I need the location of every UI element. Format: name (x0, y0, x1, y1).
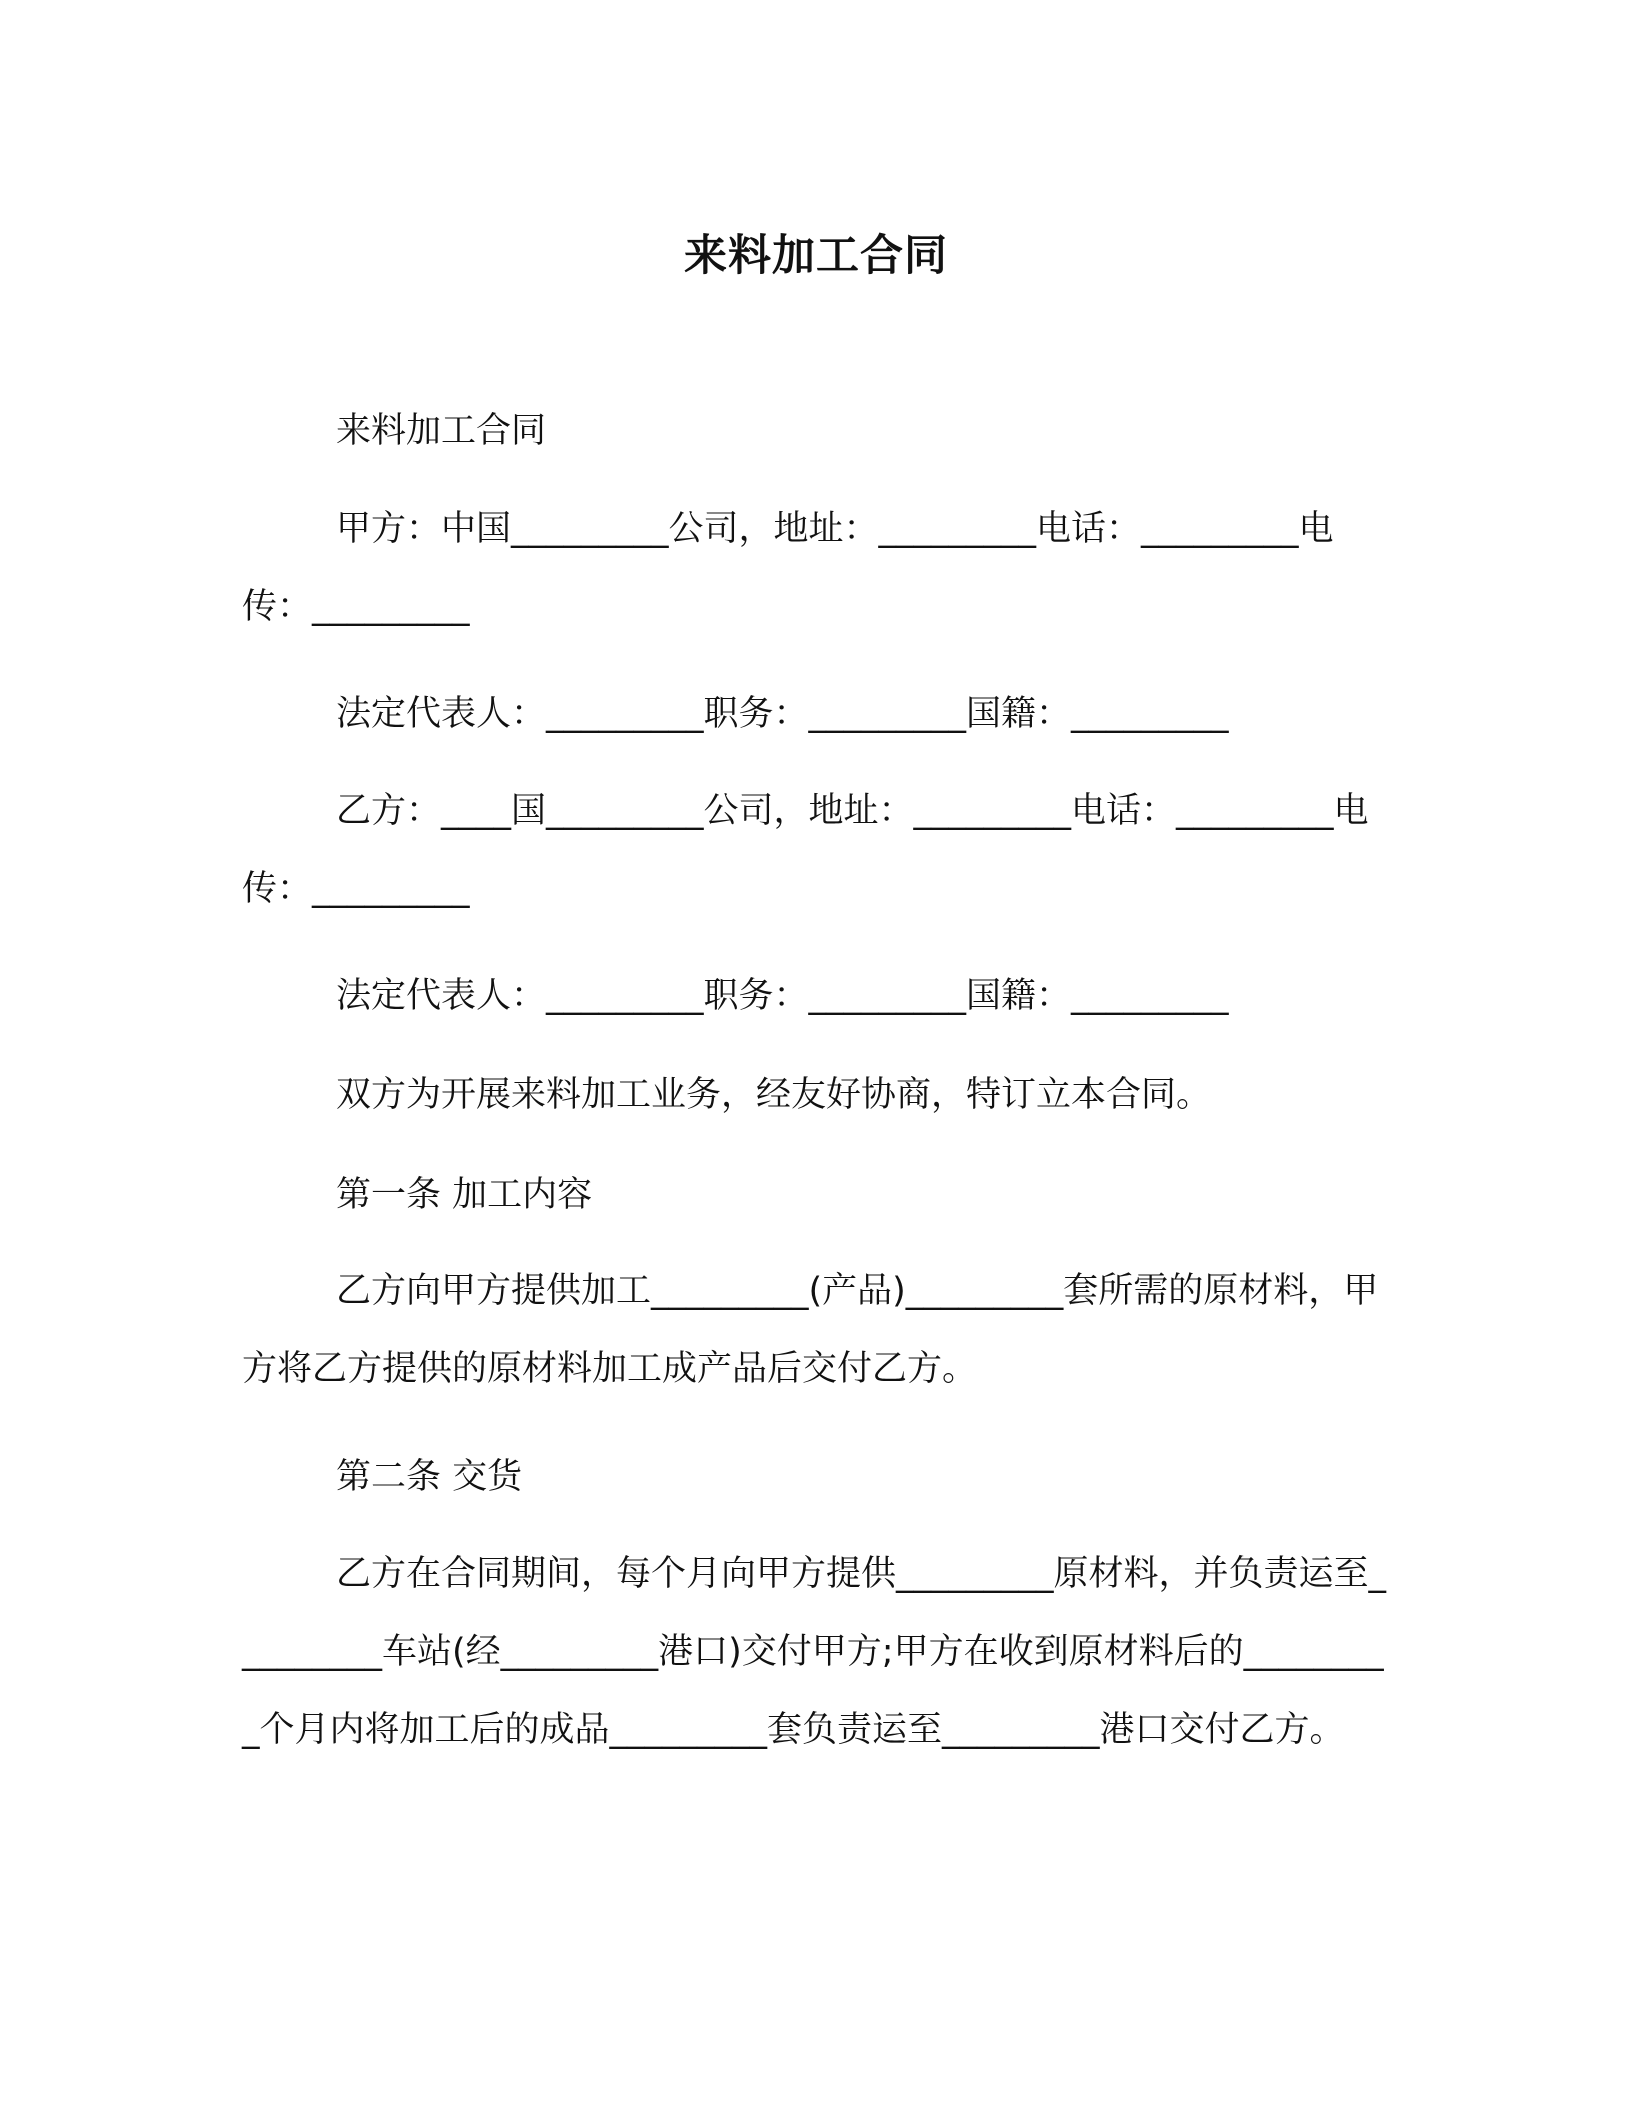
article-2-text: 乙方在合同期间，每个月向甲方提供_________原材料，并负责运至_________车站(经_________港口)交付甲方;甲方在收到原材料后的_________个月内将加工后的成品_________套负责运至_________港口交付乙方。 (242, 1554, 1387, 1750)
article-1-text: 乙方向甲方提供加工_________(产品)_________套所需的原材料，甲方将乙方提供的原材料加工成产品后交付乙方。 (242, 1271, 1379, 1389)
document-title: 来料加工合同 (684, 231, 948, 281)
party-b-representative: 法定代表人：_________职务：_________国籍：_________ (336, 976, 1229, 1016)
article-1-heading: 第一条 加工内容 (336, 1175, 593, 1215)
contract-heading: 来料加工合同 (336, 411, 547, 451)
party-a-representative: 法定代表人：_________职务：_________国籍：_________ (336, 694, 1229, 734)
party-b-info: 乙方：____国_________公司，地址：_________电话：_________电传：_________ (242, 791, 1369, 909)
article-2-heading: 第二条 交货 (336, 1457, 523, 1497)
preamble: 双方为开展来料加工业务，经友好协商，特订立本合同。 (336, 1075, 1212, 1115)
party-a-info: 甲方：中国_________公司，地址：_________电话：_________电传：_________ (242, 509, 1334, 627)
